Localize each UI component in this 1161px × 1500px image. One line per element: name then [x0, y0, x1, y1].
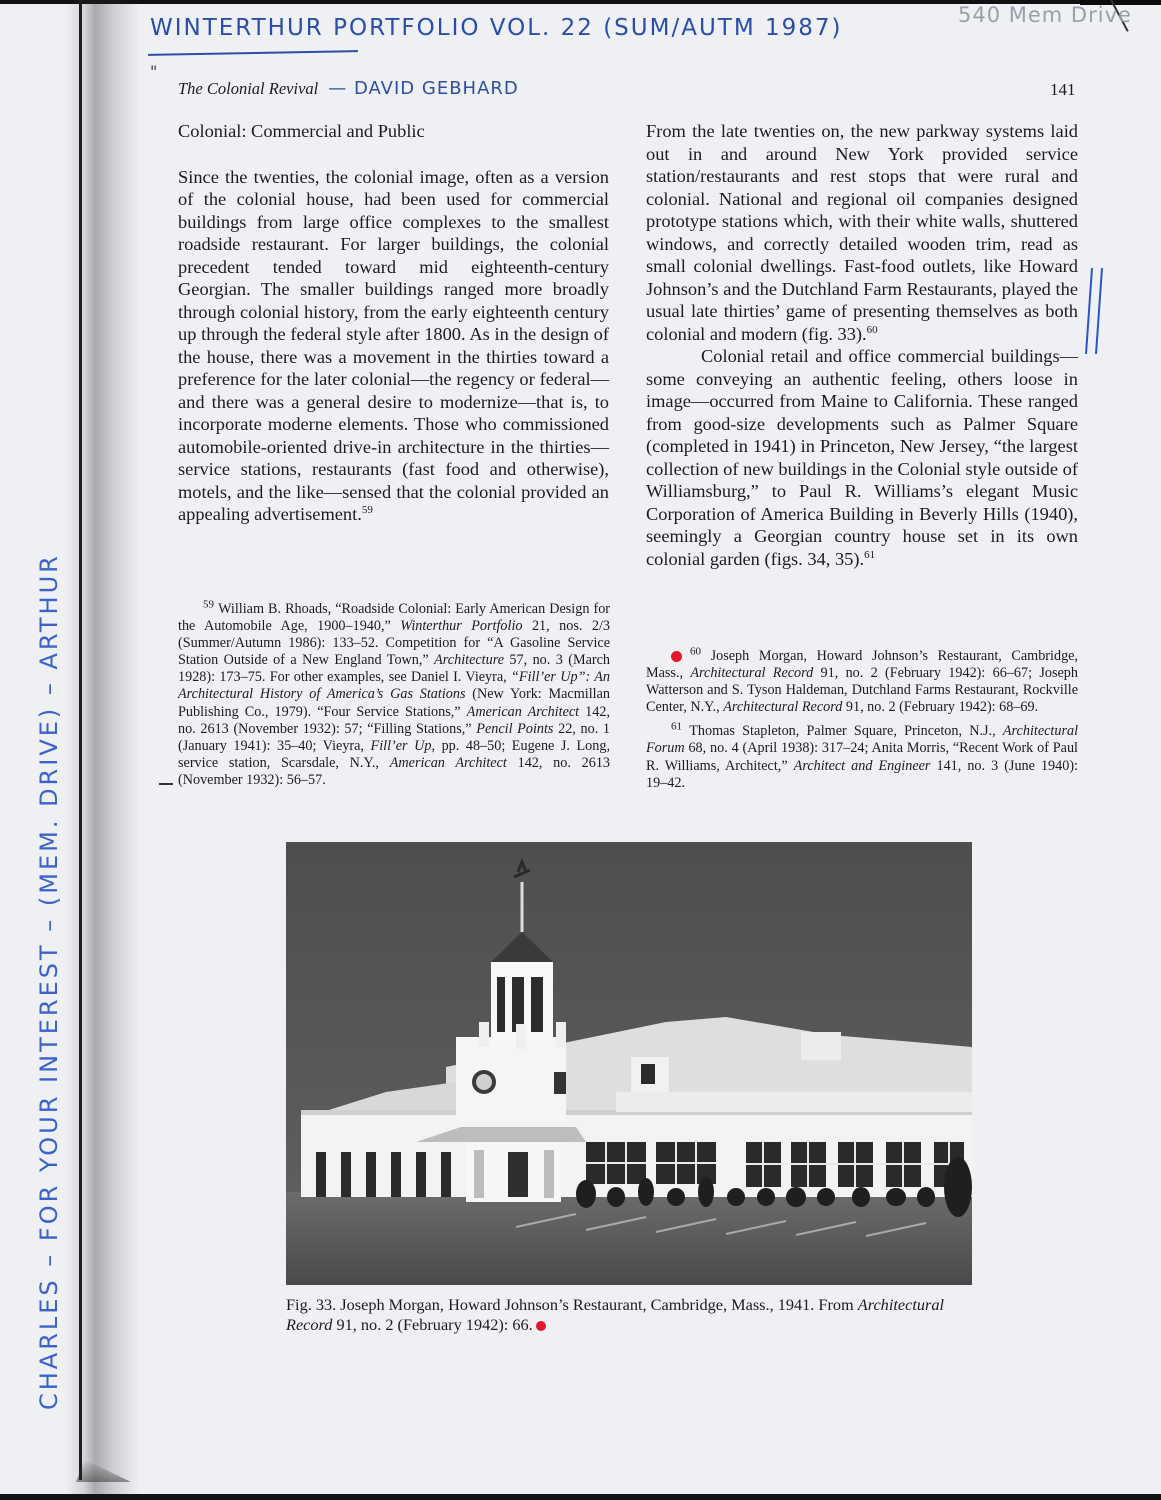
- citation-text: 57, no. 3 (March 1928): 173–75. For other examples, see Daniel I. Vieyra,: [178, 652, 610, 686]
- entrance-pilaster: [544, 1150, 554, 1198]
- citation-title: Fill’er Up: [370, 737, 432, 754]
- footnote-text: [178, 601, 610, 788]
- citation-text: (New York: Macmillan Publishing Co., 1979). “Four Service Stations,”: [178, 686, 610, 720]
- citation-text: 68, no. 4 (April 1938): 317–24; Anita Morris, “Recent Work of Paul R. Williams, Architect,”: [646, 740, 1078, 774]
- caption-source: Architectural Record: [286, 1295, 944, 1334]
- citation-title: American Architect: [466, 703, 580, 720]
- footnote-59: [178, 598, 611, 789]
- footnote-number: 60: [690, 645, 701, 658]
- parking-lot: [286, 1192, 972, 1285]
- caption-text: [286, 1295, 976, 1335]
- citation-title: Architectural Forum: [646, 723, 1079, 757]
- left-column: [178, 120, 609, 526]
- cupola-window: [497, 977, 505, 1032]
- citation-text: 142, no. 2613 (November 1932): 57; “Filling Stations,”: [178, 703, 611, 737]
- body-paragraph: [646, 120, 1078, 345]
- rear-dormer: [801, 1032, 841, 1060]
- paragraph-text: Colonial retail and office commercial buildings—some conveying an authentic feeling, others loose in image—occurred from Maine to California. These ranged from good-size developments such as Palmer Square (completed in 1941) in Princeton, New Jersey, “the largest collection of new buildings in the Colonial style outside of Williamsburg,” to Paul R. Williams’s elegant Music Corporation of America Building in Beverly Hills (1940), seemingly a Georgian country house set in its own colonial garden (figs. 34, 35).: [646, 346, 1078, 569]
- citation-title: Architectural Record: [723, 699, 843, 716]
- cupola-window: [512, 977, 524, 1032]
- body-paragraph: [646, 345, 1078, 570]
- vertical-margin-note: CHARLES – FOR YOUR INTEREST – (MEM. DRIVE) – ARTHUR: [35, 553, 63, 1410]
- upper-band: [616, 1092, 972, 1112]
- citation-text: , pp. 48–50; Eugene J. Long, service station, Scarsdale, N.Y.,: [178, 737, 611, 771]
- section-heading: Colonial: Commercial and Public: [178, 121, 425, 141]
- citation-text: William B. Rhoads, “Roadside Colonial: Early American Design for the Automobile Age, 1900–1940,”: [178, 601, 611, 635]
- entrance-door: [508, 1152, 528, 1197]
- urn-finial: [516, 1024, 526, 1049]
- footnotes-left: [178, 598, 611, 789]
- margin-double-line-mark: [1084, 268, 1108, 354]
- citation-title: American Architect: [389, 754, 507, 771]
- running-head: The Colonial Revival: [178, 79, 319, 98]
- paragraph-text: From the late twenties on, the new parkway systems laid out in and around New York provided service station/restaurants and rest stops that were rural and colonial. National and regional oil companies designed prototype stations which, with their white walls, shuttered windows, and correctly detailed wooden trim, read as small colonial dwellings. Fast-food outlets, like Howard Johnson’s and the Dutchland Farm Restaurants, played the usual late thirties’ game of presenting themselves as both colonial and modern (fig. 33).: [646, 121, 1078, 344]
- citation-title: “Fill’er Up”: An Architectural History of America’s Gas Stations: [178, 669, 610, 703]
- citation-text: 91, no. 2 (February 1942): 68–69.: [842, 699, 1039, 716]
- footnote-61: [646, 720, 1079, 791]
- citation-title: Architect and Engineer: [793, 757, 931, 774]
- handwritten-author-note: — DAVID GEBHARD: [328, 78, 519, 99]
- citation-text: 22, no. 1 (January 1941): 35–40; Vieyra,: [178, 720, 611, 754]
- urn-finial: [479, 1022, 489, 1047]
- citation-title: Pencil Points: [476, 720, 554, 737]
- photo-illustration: [286, 842, 972, 1285]
- footnote-ref[interactable]: 60: [866, 323, 878, 336]
- running-head-row: [178, 78, 519, 102]
- caption-tail: 91, no. 2 (February 1942): 66.: [332, 1315, 533, 1334]
- right-column: [646, 120, 1078, 570]
- cupola-window: [531, 977, 543, 1032]
- handwritten-title-note: WINTERTHUR PORTFOLIO VOL. 22 (SUM/AUTM 1987): [150, 15, 843, 41]
- footnote-text: [646, 648, 1078, 715]
- footnote-number: 61: [671, 720, 682, 733]
- handwritten-ditto-mark: ": [150, 62, 159, 81]
- restaurant-photograph: [286, 842, 972, 1285]
- paragraph-text: Since the twenties, the colonial image, often as a version of the colonial house, had been used for commercial buildings from large office complexes to the smallest roadside restaurant. For larger buildings, the colonial precedent tended toward mid eighteenth-century Georgian. The smaller buildings ranged more broadly through colonial history, from the early eighteenth century up through the federal style after 1800. As in the design of the house, there was a movement in the thirties toward a preference for the later colonial—the regency or federal—and there was a general desire to modernize—that is, to incorporate moderne elements. Those who commissioned automobile-oriented drive-in architecture in the thirties—service stations, restaurants (fast food and otherwise), motels, and the like—sensed that the colonial provided an appealing advertisement.: [178, 166, 609, 524]
- footnote-ref[interactable]: 59: [361, 503, 373, 516]
- pencil-address-note: 540 Mem Drive: [958, 3, 1132, 27]
- binding-shadow: [65, 0, 140, 1500]
- citation-text: 21, nos. 2/3 (Summer/Autumn 1986): 133–52. Competition for “A Gasoline Service Station Outside of a New England Town,”: [178, 618, 611, 669]
- dormer-window: [641, 1064, 655, 1084]
- citation-title: Winterthur Portfolio: [400, 618, 523, 635]
- urn-finial: [556, 1022, 566, 1047]
- footnote-text: [646, 720, 1079, 791]
- red-highlight-dot: [671, 651, 682, 662]
- citation-text: 142, no. 2613 (November 1932): 56–57.: [178, 754, 611, 788]
- scan-bottom-edge: [0, 1494, 1161, 1500]
- entrance-pilaster: [474, 1150, 484, 1198]
- footnote-number: 59: [203, 598, 214, 611]
- citation-text: 91, no. 2 (February 1942): 66–67; Joseph Watterson and S. Tyson Haldeman, Dutchland Farms Restaurant, Rockville Center, N.Y.,: [646, 665, 1078, 716]
- footnote-60: [646, 645, 1079, 716]
- binding-fold-line: [79, 0, 82, 1480]
- citation-title: Architectural Record: [690, 665, 814, 682]
- citation-text: Thomas Stapleton, Palmer Square, Princeton, N.J.,: [689, 723, 1003, 740]
- pen-dash-mark: [159, 783, 173, 785]
- handwritten-underline: [148, 50, 358, 56]
- page-number: 141: [1050, 80, 1076, 99]
- caption-main: Fig. 33. Joseph Morgan, Howard Johnson’s Restaurant, Cambridge, Mass., 1941. From: [286, 1295, 858, 1314]
- body-paragraph: [178, 166, 609, 526]
- clock-dial: [476, 1074, 492, 1090]
- red-highlight-dot: [536, 1321, 546, 1331]
- figure-caption: [286, 1295, 976, 1335]
- footnotes-right: [646, 645, 1079, 792]
- citation-title: Architecture: [434, 652, 504, 669]
- footnote-ref[interactable]: 61: [864, 548, 876, 561]
- tower-window: [554, 1072, 566, 1094]
- citation-text: 141, no. 3 (June 1940): 19–42.: [646, 757, 1078, 791]
- citation-text: Joseph Morgan, Howard Johnson’s Restaurant, Cambridge, Mass.,: [646, 648, 1079, 682]
